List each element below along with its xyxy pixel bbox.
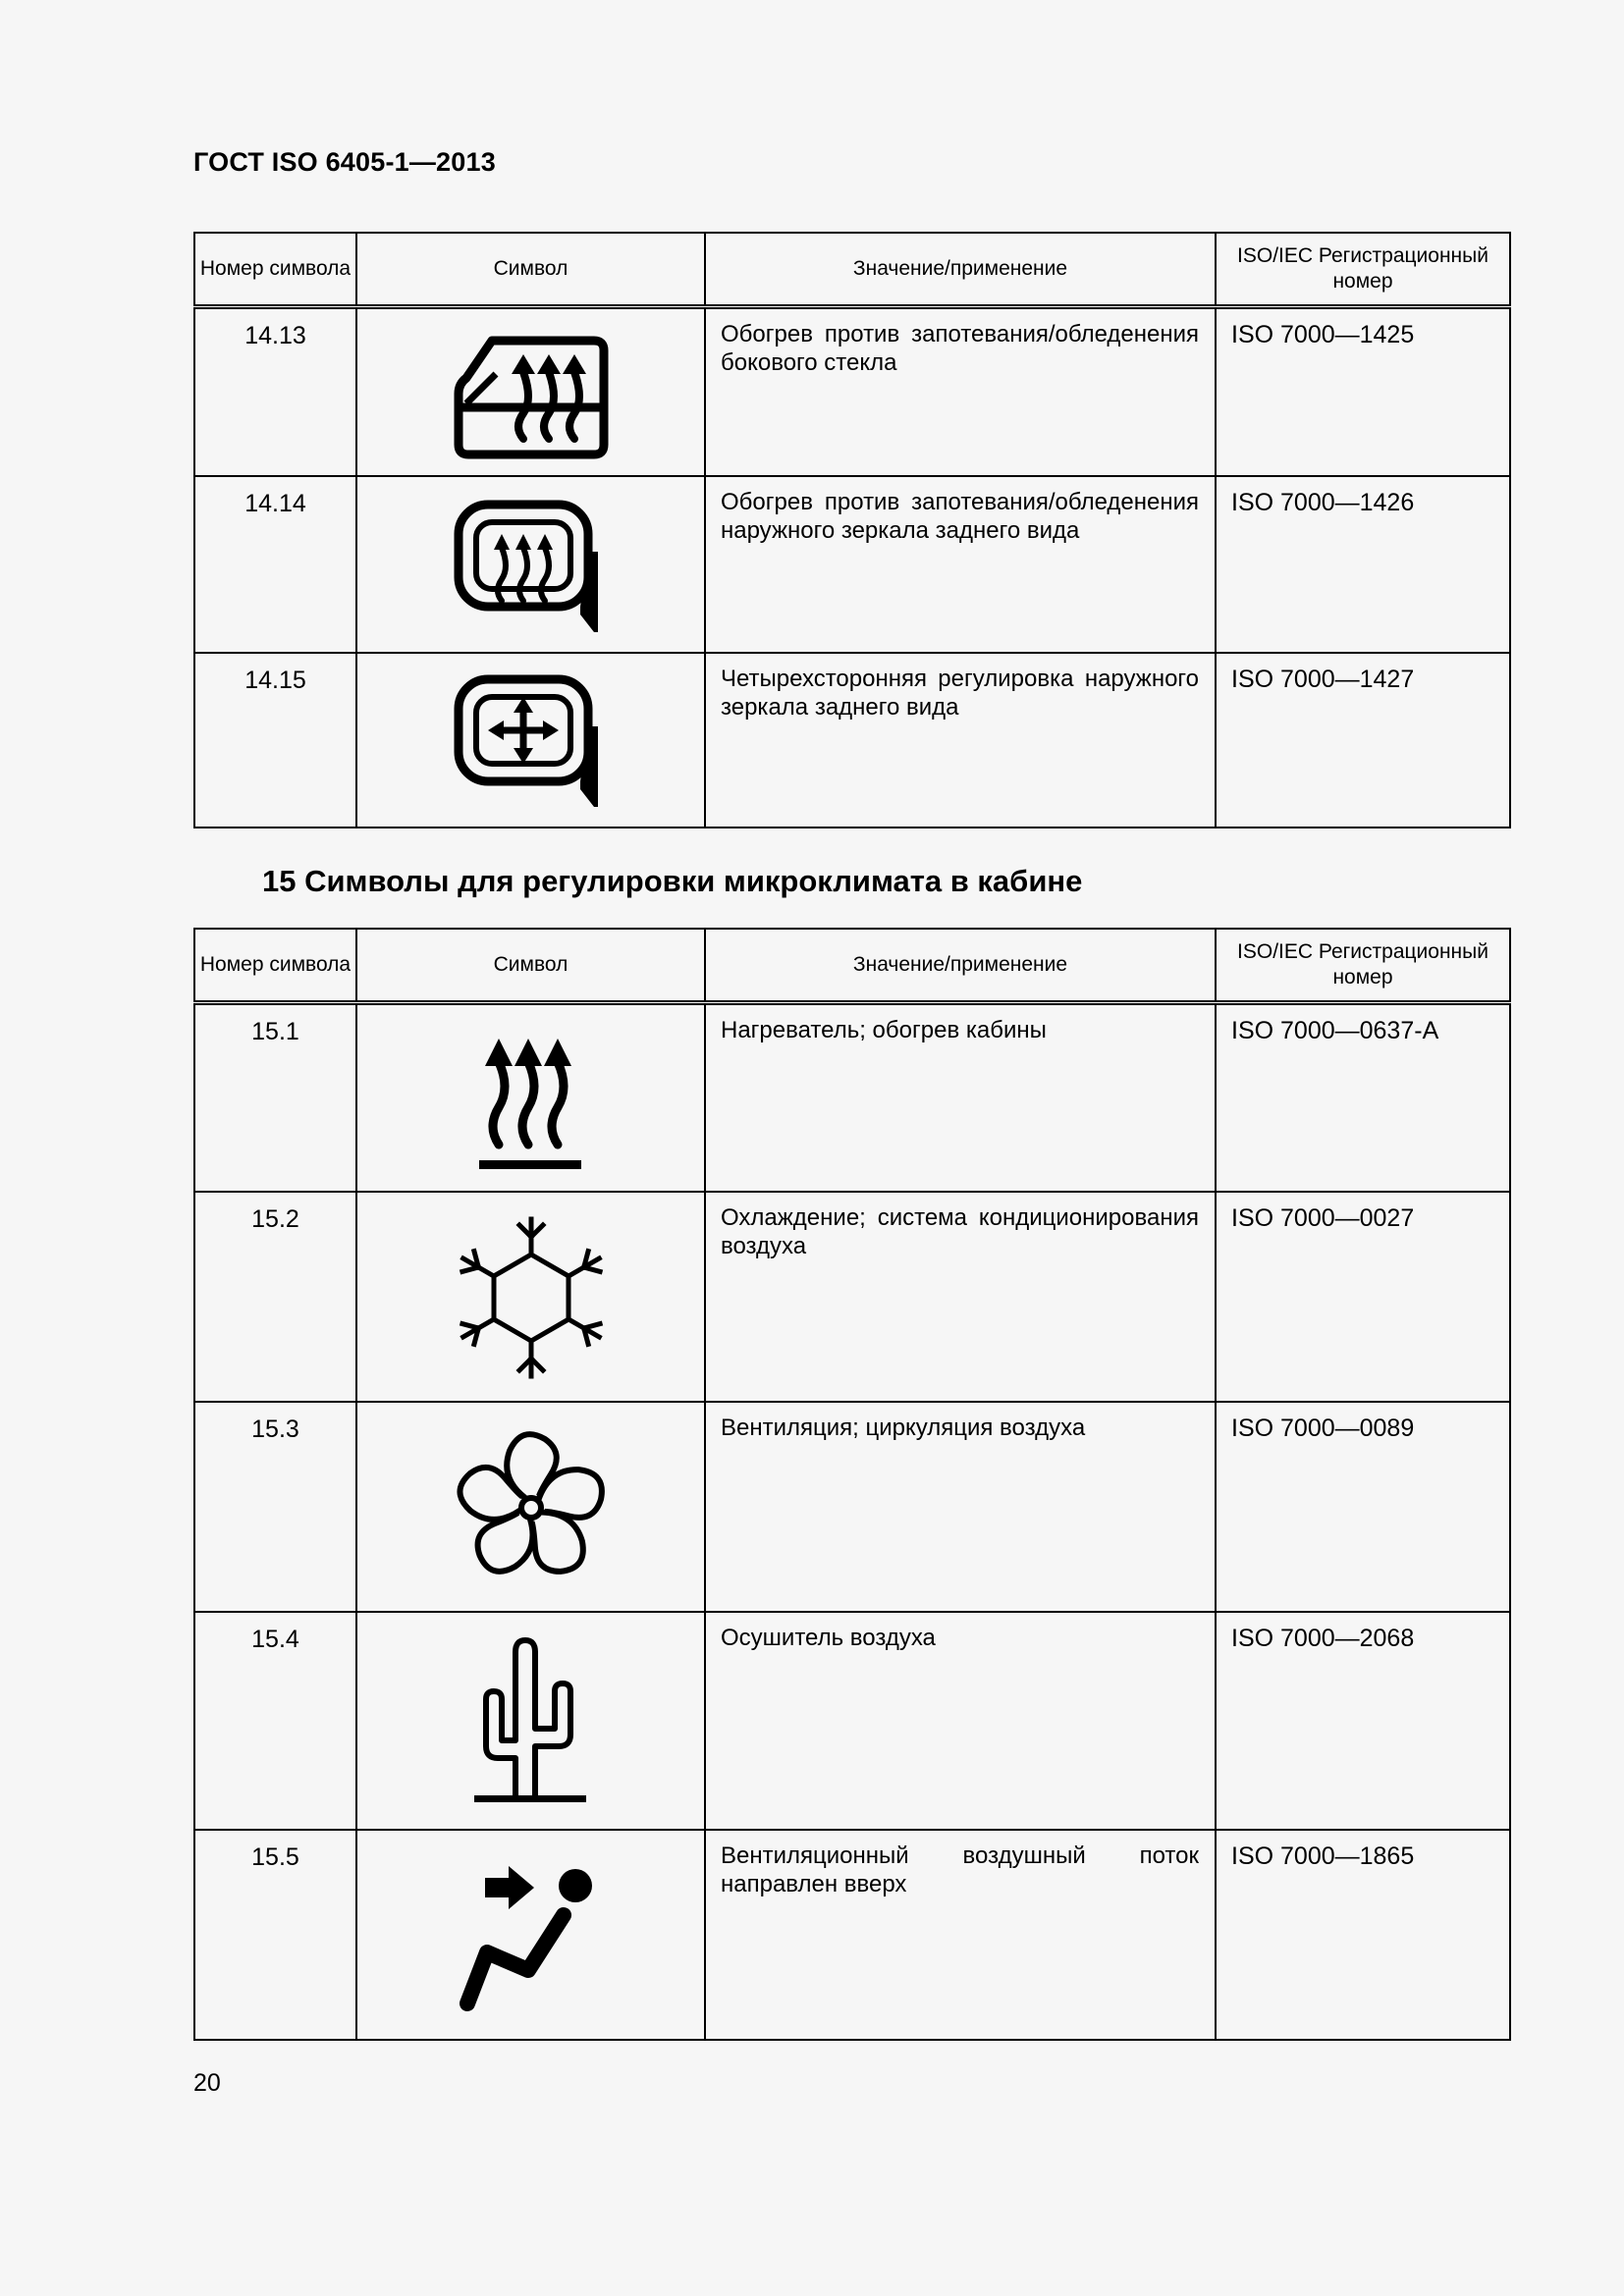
symbol-meaning: Четырехсторонняя регулировка наружного зеркала заднего вида bbox=[705, 653, 1216, 828]
fan-icon bbox=[448, 1424, 615, 1591]
symbol-meaning: Осушитель воздуха bbox=[705, 1612, 1216, 1830]
cactus-icon bbox=[472, 1630, 590, 1813]
mirror-defrost-icon bbox=[453, 499, 610, 636]
symbol-number: 15.2 bbox=[194, 1192, 356, 1402]
registration-number: ISO 7000—1865 bbox=[1216, 1830, 1510, 2040]
symbol-meaning: Обогрев против запотевания/обледенения бокового стекла bbox=[705, 307, 1216, 476]
page-number: 20 bbox=[193, 2069, 221, 2097]
symbol-meaning: Охлаждение; система кондиционирования воздуха bbox=[705, 1192, 1216, 1402]
mirror-adjust-icon bbox=[453, 673, 610, 811]
col-symbol-header: Символ bbox=[356, 929, 705, 1003]
symbol-number: 15.3 bbox=[194, 1402, 356, 1612]
symbols-table-15 bbox=[193, 928, 1511, 2041]
col-symbol-header: Символ bbox=[356, 233, 705, 307]
airflow-upper-body-icon bbox=[458, 1860, 605, 2017]
symbol-meaning: Нагреватель; обогрев кабины bbox=[705, 1003, 1216, 1192]
table-row bbox=[194, 1192, 1510, 1402]
table-header-row bbox=[194, 233, 1510, 307]
col-meaning-header: Значение/применение bbox=[705, 929, 1216, 1003]
registration-number: ISO 7000—1426 bbox=[1216, 476, 1510, 653]
side-window-defrost-icon bbox=[453, 335, 610, 462]
symbol-number: 15.5 bbox=[194, 1830, 356, 2040]
col-reg-header: ISO/IEC Регистрационный номер bbox=[1216, 233, 1510, 307]
heater-icon bbox=[477, 1029, 585, 1174]
col-reg-header: ISO/IEC Регистрационный номер bbox=[1216, 929, 1510, 1003]
registration-number: ISO 7000—0637-А bbox=[1216, 1003, 1510, 1192]
table-row bbox=[194, 476, 1510, 653]
col-meaning-header: Значение/применение bbox=[705, 233, 1216, 307]
table-row bbox=[194, 1402, 1510, 1612]
registration-number: ISO 7000—1425 bbox=[1216, 307, 1510, 476]
symbol-number: 14.15 bbox=[194, 653, 356, 828]
symbol-number: 14.13 bbox=[194, 307, 356, 476]
registration-number: ISO 7000—1427 bbox=[1216, 653, 1510, 828]
registration-number: ISO 7000—0089 bbox=[1216, 1402, 1510, 1612]
symbol-number: 15.4 bbox=[194, 1612, 356, 1830]
table-header-row bbox=[194, 929, 1510, 1003]
symbol-number: 15.1 bbox=[194, 1003, 356, 1192]
document-header: ГОСТ ISO 6405-1—2013 bbox=[193, 147, 496, 177]
snowflake-icon bbox=[458, 1214, 605, 1381]
registration-number: ISO 7000—2068 bbox=[1216, 1612, 1510, 1830]
table-row bbox=[194, 653, 1510, 828]
table-row bbox=[194, 1612, 1510, 1830]
col-number-header: Номер символа bbox=[194, 929, 356, 1003]
symbol-number: 14.14 bbox=[194, 476, 356, 653]
col-number-header: Номер символа bbox=[194, 233, 356, 307]
symbol-meaning: Обогрев против запотевания/обледенения наружного зеркала заднего вида bbox=[705, 476, 1216, 653]
symbol-meaning: Вентиляция; циркуляция воздуха bbox=[705, 1402, 1216, 1612]
symbols-table-14 bbox=[193, 232, 1511, 828]
section-title: 15 Символы для регулировки микроклимата в кабине bbox=[262, 864, 1083, 898]
table-row bbox=[194, 1003, 1510, 1192]
table-row bbox=[194, 1830, 1510, 2040]
registration-number: ISO 7000—0027 bbox=[1216, 1192, 1510, 1402]
table-row bbox=[194, 307, 1510, 476]
symbol-meaning: Вентиляционный воздушный поток направлен вверх bbox=[705, 1830, 1216, 2040]
